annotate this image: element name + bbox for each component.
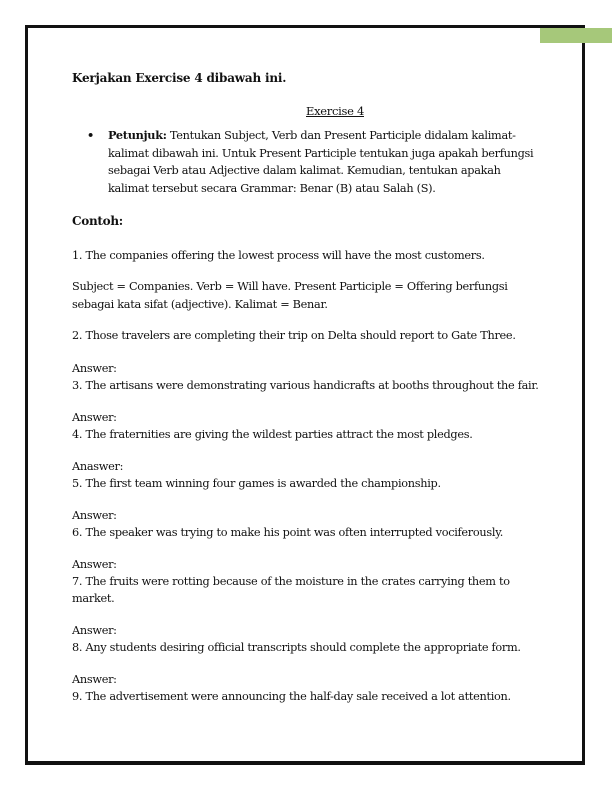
answer-label: Answer: [72,361,117,375]
instruction-bullet [72,127,542,197]
question-2: 2. Those travelers are completing their trip on Delta should report to Gate Three. [72,329,516,342]
question-9: 9. The advertisement were announcing the half-day sale received a lot attention. [72,689,511,703]
answer-block [72,622,542,656]
answer-label: Anaswer: [72,459,124,473]
bullet-icon: • [87,128,94,142]
answer-block [72,458,542,492]
answer-block [72,671,542,705]
question-4: 4. The fraternities are giving the wildest parties attract the most pledges. [72,427,473,441]
instruction-body: Tentukan Subject, Verb dan Present Participle didalam kalimat-kalimat dibawah ini. Untuk Present Participle tentukan juga apakah berfungsi sebagai Verb atau Adjective dalam kalimat. Kemudian, tentukan apakah kalimat tersebut secara Grammar: Benar (B) atau Salah (S). [108,129,534,195]
answer-label: Answer: [72,557,117,571]
exercise-title: Exercise 4 [306,103,364,118]
example-analysis: Subject = Companies. Verb = Will have. Present Participle = Offering berfungsi sebagai kata sifat (adjective). Kalimat = Benar. [72,280,508,311]
answer-block [72,409,542,443]
document-body [72,70,542,705]
question-6: 6. The speaker was trying to make his point was often interrupted vociferously. [72,525,504,539]
example-label: Contoh: [72,214,123,228]
page-heading: Kerjakan Exercise 4 dibawah ini. [72,71,287,85]
instruction-label: Petunjuk: [108,128,167,142]
answer-label: Answer: [72,623,117,637]
question-7: 7. The fruits were rotting because of the moisture in the crates carrying them to market. [72,574,510,605]
answer-label: Answer: [72,410,117,424]
answer-block [72,360,542,394]
question-3: 3. The artisans were demonstrating various handicrafts at booths throughout the fair. [72,378,539,392]
answer-block [72,507,542,541]
question-8: 8. Any students desiring official transcripts should complete the appropriate form. [72,640,521,654]
question-5: 5. The first team winning four games is awarded the championship. [72,476,441,490]
answer-label: Answer: [72,508,117,522]
answer-block [72,556,542,607]
instruction-text [108,127,542,197]
answer-label: Answer: [72,672,117,686]
example-sentence: 1. The companies offering the lowest process will have the most customers. [72,248,485,262]
accent-bar [540,28,612,43]
